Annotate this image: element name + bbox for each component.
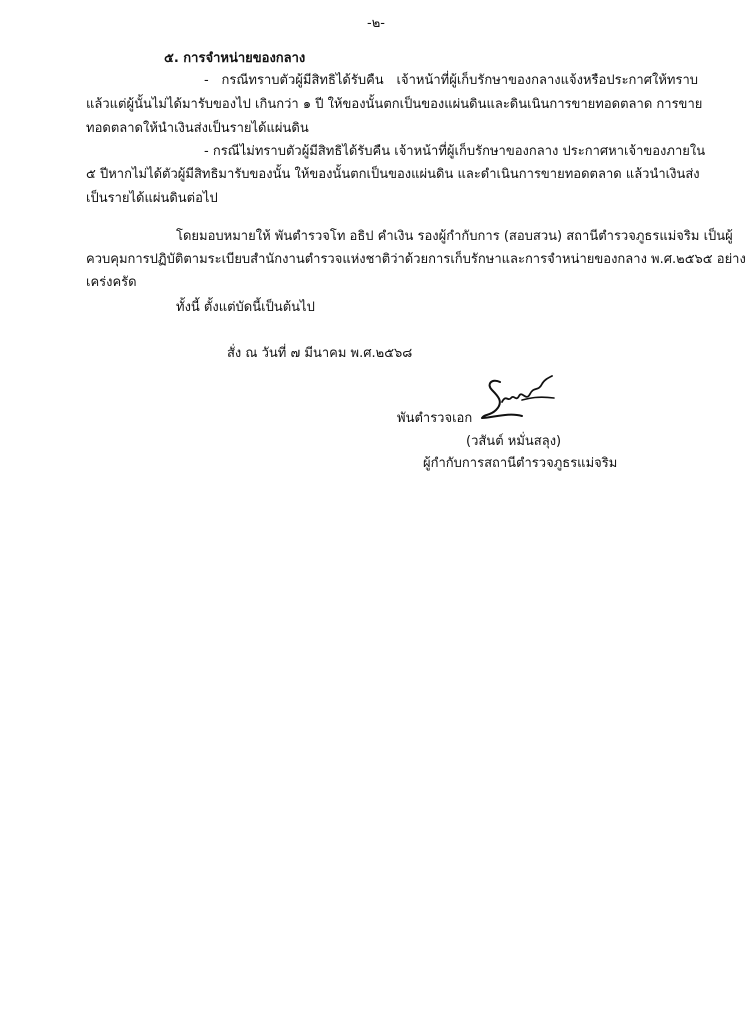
clause1-line2: แล้วแต่ผู้นั้นไม่ได้มารับของไป เกินกว่า ๑ ปี ให้ของนั้นตกเป็นของแผ่นดินและดินเนินการขายทอดตลาด การขาย: [86, 97, 703, 112]
signatory-name: (วสันต์ หมั่นสลุง): [466, 434, 562, 449]
effective-statement: ทั้งนี้ ตั้งแต่บัดนี้เป็นต้นไป: [176, 300, 315, 315]
assignment-line1: โดยมอบหมายให้ พันตำรวจโท อธิป คำเงิน รองผู้กำกับการ (สอบสวน) สถานีตำรวจภูธรแม่จริม เป็นผู้: [176, 229, 733, 244]
clause2-line1: - กรณีไม่ทราบตัวผู้มีสิทธิได้รับคืน เจ้าหน้าที่ผู้เก็บรักษาของกลาง ประกาศหาเจ้าของภายใน: [204, 144, 706, 159]
clause1-line3: ทอดตลาดให้นำเงินส่งเป็นรายได้แผ่นดิน: [86, 121, 309, 136]
signatory-position: ผู้กำกับการสถานีตำรวจภูธรแม่จริม: [423, 456, 618, 471]
order-date: สั่ง ณ วันที่ ๗ มีนาคม พ.ศ.๒๕๖๘: [227, 346, 413, 361]
clause2-line3: เป็นรายได้แผ่นดินต่อไป: [86, 191, 218, 206]
section-heading: ๕. การจำหน่ายของกลาง: [164, 51, 306, 66]
signatory-rank: พันตำรวจเอก: [397, 411, 473, 426]
signature-icon: [478, 372, 558, 428]
page-number: -๒-: [367, 16, 385, 31]
clause1-line1: - กรณีทราบตัวผู้มีสิทธิได้รับคืน เจ้าหน้าที่ผู้เก็บรักษาของกลางแจ้งหรือประกาศให้ทราบ: [204, 73, 698, 88]
assignment-line3: เคร่งครัด: [86, 275, 137, 290]
assignment-line2: ควบคุมการปฏิบัติตามระเบียบสำนักงานตำรวจแห่งชาติว่าด้วยการเก็บรักษาและการจำหน่ายของกลาง พ.ศ.๒๕๖๕ อย่าง: [86, 252, 746, 267]
clause2-line2: ๕ ปีหากไม่ได้ตัวผู้มีสิทธิมารับของนั้น ให้ของนั้นตกเป็นของแผ่นดิน และดำเนินการขายทอดตลาด แล้วนำเงินส่ง: [86, 167, 700, 182]
